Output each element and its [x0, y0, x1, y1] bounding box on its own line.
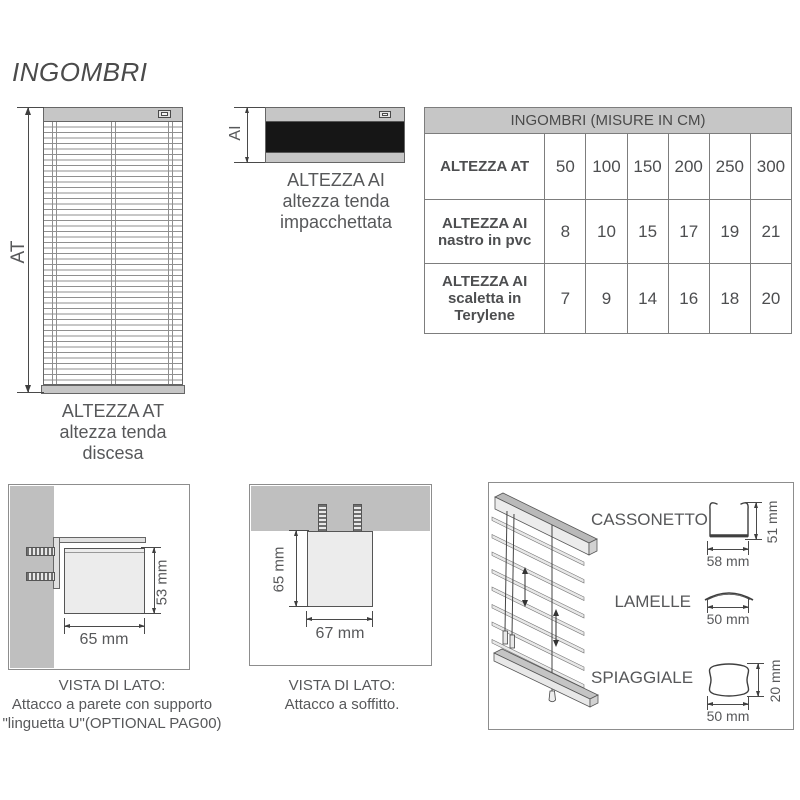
page-title: INGOMBRI [12, 57, 148, 87]
cord-tassel [549, 691, 556, 702]
tilt-arrow [553, 609, 559, 647]
dim-extension [289, 606, 309, 607]
component-label-spiaggiale: SPIAGGIALE [591, 668, 694, 687]
row-label: ALTEZZA AT [425, 134, 545, 200]
table-cell: 100 [586, 134, 627, 200]
wall-anchor [26, 547, 55, 556]
table-cell: 7 [545, 264, 586, 334]
ceiling [251, 486, 430, 531]
table-row [425, 200, 792, 264]
at-dimension-label: AT [8, 240, 29, 264]
spiaggiale-profile [702, 663, 756, 697]
table-cell: 9 [586, 264, 627, 334]
table-cell: 10 [586, 200, 627, 264]
table-row [425, 134, 792, 200]
table-cell: 21 [750, 200, 791, 264]
dim-extension [234, 162, 265, 163]
row-label: ALTEZZA AI scaletta in Terylene [425, 264, 545, 334]
table-cell: 16 [668, 264, 709, 334]
spiaggiale-height-label: 20 mm [767, 659, 783, 703]
at-caption: ALTEZZA AT altezza tenda discesa [59, 401, 167, 463]
width-dim-arrow [307, 619, 372, 620]
width-dim-arrow [65, 626, 144, 627]
component-label-cassonetto: CASSONETTO [591, 510, 708, 529]
bottom-rail [494, 649, 598, 707]
dim-extension [141, 613, 161, 614]
table-cell: 300 [750, 134, 791, 200]
table-cell: 200 [668, 134, 709, 200]
table-cell: 50 [545, 134, 586, 200]
headbox [307, 531, 373, 607]
cord-tassel [510, 635, 515, 648]
packed-slats [266, 121, 404, 153]
bracket-top [53, 537, 146, 543]
table-cell: 14 [627, 264, 668, 334]
cassonetto-width-arrow [708, 549, 748, 550]
dim-extension [234, 107, 265, 108]
ceiling-mount-caption: VISTA DI LATO: Attacco a soffitto. [284, 677, 400, 713]
table-cell: 17 [668, 200, 709, 264]
wall-mount-figure [8, 484, 190, 670]
width-dim-label: 67 mm [315, 625, 365, 642]
ceiling-mount-figure [249, 484, 432, 666]
bracket-plate [53, 537, 60, 589]
component-label-lamelle: LAMELLE [614, 592, 691, 611]
table-cell: 19 [709, 200, 750, 264]
bottom-rail [41, 385, 185, 394]
row-label: ALTEZZA AI nastro in pvc [425, 200, 545, 264]
table-cell: 18 [709, 264, 750, 334]
spiaggiale-width-label: 50 mm [706, 708, 750, 724]
spiaggiale-height-arrow [758, 664, 759, 696]
spiaggiale-width-arrow [708, 704, 748, 705]
rail-clip-icon [379, 111, 391, 118]
ladder-tape [111, 122, 116, 384]
cassonetto-height-arrow [756, 503, 757, 539]
table-row [425, 264, 792, 334]
ai-caption: ALTEZZA AI altezza tenda impacchettata [279, 170, 393, 232]
ladder-tape [52, 122, 57, 384]
height-dim-label: 65 mm [270, 546, 288, 593]
lamelle-width-arrow [708, 607, 748, 608]
wall-mount-caption: VISTA DI LATO: Attacco a parete con supporto "linguetta U"(OPTIONAL PAG00) [2, 677, 222, 732]
table-cell: 250 [709, 134, 750, 200]
width-dim-label: 65 mm [79, 631, 129, 648]
dimensions-table [424, 107, 792, 334]
ai-dimension-label: AI [227, 125, 244, 141]
dim-extension [141, 547, 161, 548]
table-cell: 8 [545, 200, 586, 264]
table-cell: 150 [627, 134, 668, 200]
table-cell: 20 [750, 264, 791, 334]
lamelle-width-label: 50 mm [706, 611, 750, 627]
height-dim-arrow [296, 531, 297, 606]
dim-extension [289, 530, 309, 531]
table-title: INGOMBRI (MISURE IN CM) [425, 108, 792, 134]
cord-tassel [503, 631, 508, 644]
headbox [64, 548, 145, 614]
rail-clip-icon [158, 110, 171, 118]
cassonetto-width-label: 58 mm [706, 553, 750, 569]
ai-dimension-arrow [247, 108, 248, 162]
cassonetto-height-label: 51 mm [764, 500, 780, 544]
components-figure [488, 482, 794, 730]
ladder-tape [168, 122, 173, 384]
height-dim-label: 53 mm [153, 559, 171, 606]
wall-anchor [26, 572, 55, 581]
table-cell: 15 [627, 200, 668, 264]
headbox-detail [65, 552, 144, 553]
